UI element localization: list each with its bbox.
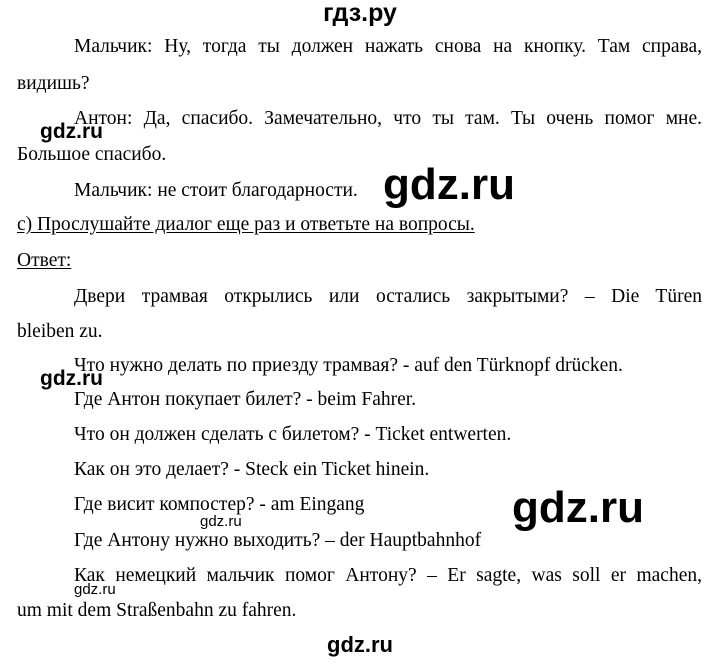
watermark-3: gdz.ru [40,367,103,390]
qa-line-7: Где Антону нужно выходить? – der Hauptbahnhof [74,530,482,551]
watermark-6: gdz.ru [74,581,116,598]
qa-line-2: Что нужно делать по приезду трамвая? - auf den Türknopf drücken. [74,355,623,376]
site-header-title: гдз.ру [323,0,397,27]
qa-line-4: Что он должен сделать с билетом? - Ticket entwerten. [74,424,512,445]
watermark-5: gdz.ru [200,513,242,530]
qa-line-8 [74,565,702,587]
answer-label: Ответ: [17,250,72,271]
dialog-boy-line-1-cont [17,73,90,95]
qa-line-1 [74,286,702,308]
watermark-footer: gdz.ru [327,632,393,657]
task-heading: c) Прослушайте диалог еще раз и ответьте на вопросы. [17,214,475,235]
qa-line-5: Как он это делает? - Steck ein Ticket hinein. [74,459,430,480]
dialog-anton-text-cont: Большое спасибо. [17,144,167,165]
qa-text-8: Как немецкий мальчик помог Антону? – Er sagte, was soll er machen, [74,565,702,586]
qa-line-1-cont [17,321,103,343]
watermark-4: gdz.ru [512,483,644,532]
watermark-2: gdz.ru [383,160,515,209]
qa-line-6: Где висит компостер? - am Eingang [74,494,365,515]
dialog-anton-text: Антон: Да, спасибо. Замечательно, что ты там. Ты очень помог мне. [74,108,702,129]
dialog-boy-line-2 [74,180,358,202]
dialog-anton-line-cont [17,144,166,166]
dialog-boy-line-1 [74,36,702,58]
watermark-1: gdz.ru [40,120,103,143]
dialog-anton-line [74,108,702,130]
qa-text-8-cont: um mit dem Straßenbahn zu fahren. [17,600,297,621]
dialog-boy-text-1: Мальчик: Ну, тогда ты должен нажать снова на кнопку. Там справа, [74,36,702,57]
dialog-boy-text-1-cont: видишь? [17,73,90,94]
qa-line-8-cont [17,600,296,622]
qa-text-1-cont: bleiben zu. [17,321,103,342]
qa-text-1: Двери трамвая открылись или остались закрытыми? – Die Türen [74,286,702,307]
qa-line-3: Где Антон покупает билет? - beim Fahrer. [74,389,417,410]
dialog-boy-text-2: Мальчик: не стоит благодарности. [74,180,358,201]
